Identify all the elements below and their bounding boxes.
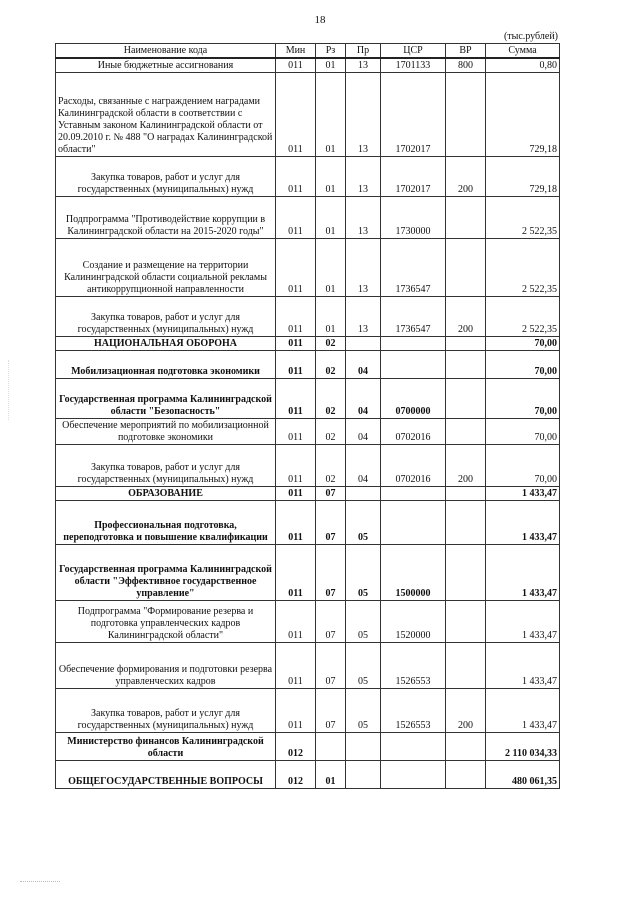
row-sum: 2 522,35 xyxy=(486,238,560,296)
row-csr: 1500000 xyxy=(381,544,446,600)
row-vr xyxy=(446,238,486,296)
row-name: Государственная программа Калининградской области "Безопасность" xyxy=(56,378,276,418)
row-rz: 02 xyxy=(316,350,346,378)
col-header-rz: Рз xyxy=(316,44,346,59)
row-csr xyxy=(381,760,446,788)
row-rz: 02 xyxy=(316,418,346,444)
table-row xyxy=(56,444,560,486)
table-row xyxy=(56,544,560,600)
row-sum: 480 061,35 xyxy=(486,760,560,788)
row-vr xyxy=(446,336,486,350)
row-rz: 01 xyxy=(316,760,346,788)
row-name: Создание и размещение на территории Калининградской области социальной рекламы антикоррупционной направленности xyxy=(56,238,276,296)
row-csr: 1736547 xyxy=(381,238,446,296)
table-row xyxy=(56,296,560,336)
scan-artifact xyxy=(8,360,10,420)
row-rz: 02 xyxy=(316,336,346,350)
row-pr: 04 xyxy=(346,378,381,418)
row-csr: 1520000 xyxy=(381,600,446,642)
row-rz: 07 xyxy=(316,600,346,642)
row-rz: 02 xyxy=(316,378,346,418)
row-min: 011 xyxy=(276,544,316,600)
row-sum: 0,80 xyxy=(486,58,560,72)
row-vr xyxy=(446,500,486,544)
row-min: 011 xyxy=(276,196,316,238)
table-row xyxy=(56,732,560,760)
row-min: 011 xyxy=(276,296,316,336)
row-min: 012 xyxy=(276,760,316,788)
row-min: 011 xyxy=(276,418,316,444)
row-min: 011 xyxy=(276,72,316,156)
row-pr: 05 xyxy=(346,600,381,642)
row-rz: 01 xyxy=(316,156,346,196)
table-row xyxy=(56,418,560,444)
row-min: 011 xyxy=(276,156,316,196)
row-name: НАЦИОНАЛЬНАЯ ОБОРОНА xyxy=(56,336,276,350)
row-csr: 1702017 xyxy=(381,72,446,156)
row-csr xyxy=(381,500,446,544)
row-min: 011 xyxy=(276,58,316,72)
row-csr xyxy=(381,486,446,500)
row-sum: 2 522,35 xyxy=(486,296,560,336)
row-vr: 200 xyxy=(446,444,486,486)
row-vr: 200 xyxy=(446,296,486,336)
col-header-vr: ВР xyxy=(446,44,486,59)
row-pr xyxy=(346,486,381,500)
row-rz xyxy=(316,732,346,760)
row-name: Подпрограмма "Формирование резерва и подготовка управленческих кадров Калининградской области" xyxy=(56,600,276,642)
table-row xyxy=(56,760,560,788)
row-name: Обеспечение формирования и подготовки резерва управленческих кадров xyxy=(56,642,276,688)
row-name: Закупка товаров, работ и услуг для государственных (муниципальных) нужд xyxy=(56,296,276,336)
row-pr: 13 xyxy=(346,156,381,196)
row-name: ОБРАЗОВАНИЕ xyxy=(56,486,276,500)
table-row xyxy=(56,378,560,418)
row-min: 011 xyxy=(276,444,316,486)
table-row xyxy=(56,642,560,688)
table-row xyxy=(56,486,560,500)
row-rz: 01 xyxy=(316,296,346,336)
row-pr: 04 xyxy=(346,418,381,444)
col-header-pr: Пр xyxy=(346,44,381,59)
row-name: Закупка товаров, работ и услуг для государственных (муниципальных) нужд xyxy=(56,688,276,732)
row-sum: 70,00 xyxy=(486,418,560,444)
row-csr: 1526553 xyxy=(381,642,446,688)
row-vr xyxy=(446,72,486,156)
row-pr: 05 xyxy=(346,544,381,600)
row-vr: 800 xyxy=(446,58,486,72)
row-pr: 05 xyxy=(346,688,381,732)
row-rz: 07 xyxy=(316,642,346,688)
row-vr xyxy=(446,600,486,642)
row-sum: 1 433,47 xyxy=(486,600,560,642)
row-csr: 0700000 xyxy=(381,378,446,418)
row-sum: 1 433,47 xyxy=(486,688,560,732)
row-name: Министерство финансов Калининградской области xyxy=(56,732,276,760)
row-csr: 0702016 xyxy=(381,418,446,444)
row-pr: 13 xyxy=(346,238,381,296)
row-name: Иные бюджетные ассигнования xyxy=(56,58,276,72)
row-vr xyxy=(446,350,486,378)
row-rz: 01 xyxy=(316,238,346,296)
row-pr: 05 xyxy=(346,642,381,688)
budget-table xyxy=(55,43,560,789)
row-rz: 07 xyxy=(316,688,346,732)
unit-label: (тыс.рублей) xyxy=(503,31,558,42)
row-sum: 70,00 xyxy=(486,336,560,350)
row-sum: 729,18 xyxy=(486,156,560,196)
row-sum: 1 433,47 xyxy=(486,486,560,500)
col-header-name: Наименование кода xyxy=(56,44,276,59)
row-csr: 1701133 xyxy=(381,58,446,72)
row-pr: 13 xyxy=(346,296,381,336)
table-row xyxy=(56,350,560,378)
row-csr: 1702017 xyxy=(381,156,446,196)
row-vr xyxy=(446,544,486,600)
row-min: 011 xyxy=(276,378,316,418)
row-vr xyxy=(446,418,486,444)
row-name: Мобилизационная подготовка экономики xyxy=(56,350,276,378)
row-min: 011 xyxy=(276,500,316,544)
col-header-csr: ЦСР xyxy=(381,44,446,59)
row-csr: 1730000 xyxy=(381,196,446,238)
row-vr xyxy=(446,642,486,688)
row-pr: 05 xyxy=(346,500,381,544)
row-rz: 01 xyxy=(316,58,346,72)
col-header-sum: Сумма xyxy=(486,44,560,59)
row-min: 011 xyxy=(276,600,316,642)
row-csr: 0702016 xyxy=(381,444,446,486)
row-sum: 70,00 xyxy=(486,444,560,486)
row-min: 011 xyxy=(276,336,316,350)
row-name: Расходы, связанные с награждением наградами Калининградской области в соответствии с Уставным законом Калининградской области от 20.09.2010 г. № 488 "О наградах Калининградской области" xyxy=(56,72,276,156)
row-vr xyxy=(446,196,486,238)
row-name: Профессиональная подготовка, переподготовка и повышение квалификации xyxy=(56,500,276,544)
row-pr xyxy=(346,732,381,760)
row-vr xyxy=(446,486,486,500)
row-csr: 1736547 xyxy=(381,296,446,336)
row-sum: 2 522,35 xyxy=(486,196,560,238)
row-min: 011 xyxy=(276,486,316,500)
table-row xyxy=(56,196,560,238)
row-min: 011 xyxy=(276,642,316,688)
row-name: ОБЩЕГОСУДАРСТВЕННЫЕ ВОПРОСЫ xyxy=(56,760,276,788)
row-sum: 1 433,47 xyxy=(486,500,560,544)
row-pr xyxy=(346,336,381,350)
row-name: Закупка товаров, работ и услуг для государственных (муниципальных) нужд xyxy=(56,156,276,196)
row-name: Обеспечение мероприятий по мобилизационной подготовке экономики xyxy=(56,418,276,444)
row-pr: 13 xyxy=(346,58,381,72)
col-header-min: Мин xyxy=(276,44,316,59)
row-name: Государственная программа Калининградской области "Эффективное государственное управление" xyxy=(56,544,276,600)
row-sum: 70,00 xyxy=(486,350,560,378)
row-min: 012 xyxy=(276,732,316,760)
row-csr xyxy=(381,336,446,350)
row-vr xyxy=(446,732,486,760)
row-rz: 01 xyxy=(316,196,346,238)
table-row xyxy=(56,156,560,196)
row-pr xyxy=(346,760,381,788)
table-row xyxy=(56,336,560,350)
table-row xyxy=(56,58,560,72)
row-name: Подпрограмма "Противодействие коррупции в Калининградской области на 2015-2020 годы" xyxy=(56,196,276,238)
table-row xyxy=(56,688,560,732)
row-min: 011 xyxy=(276,350,316,378)
row-sum: 729,18 xyxy=(486,72,560,156)
row-sum: 1 433,47 xyxy=(486,642,560,688)
row-pr: 04 xyxy=(346,350,381,378)
row-rz: 07 xyxy=(316,544,346,600)
table-row xyxy=(56,238,560,296)
row-rz: 01 xyxy=(316,72,346,156)
row-rz: 07 xyxy=(316,500,346,544)
row-min: 011 xyxy=(276,688,316,732)
row-rz: 07 xyxy=(316,486,346,500)
row-min: 011 xyxy=(276,238,316,296)
row-sum: 1 433,47 xyxy=(486,544,560,600)
table-row xyxy=(56,600,560,642)
page-number: 18 xyxy=(314,14,326,26)
table-row xyxy=(56,72,560,156)
row-name: Закупка товаров, работ и услуг для государственных (муниципальных) нужд xyxy=(56,444,276,486)
table-header-row xyxy=(56,44,560,59)
row-csr xyxy=(381,350,446,378)
row-vr: 200 xyxy=(446,688,486,732)
row-sum: 2 110 034,33 xyxy=(486,732,560,760)
row-pr: 13 xyxy=(346,196,381,238)
row-pr: 13 xyxy=(346,72,381,156)
row-rz: 02 xyxy=(316,444,346,486)
table-row xyxy=(56,500,560,544)
row-vr xyxy=(446,760,486,788)
scan-artifact xyxy=(20,881,60,883)
row-vr: 200 xyxy=(446,156,486,196)
row-csr xyxy=(381,732,446,760)
row-sum: 70,00 xyxy=(486,378,560,418)
row-pr: 04 xyxy=(346,444,381,486)
row-vr xyxy=(446,378,486,418)
row-csr: 1526553 xyxy=(381,688,446,732)
